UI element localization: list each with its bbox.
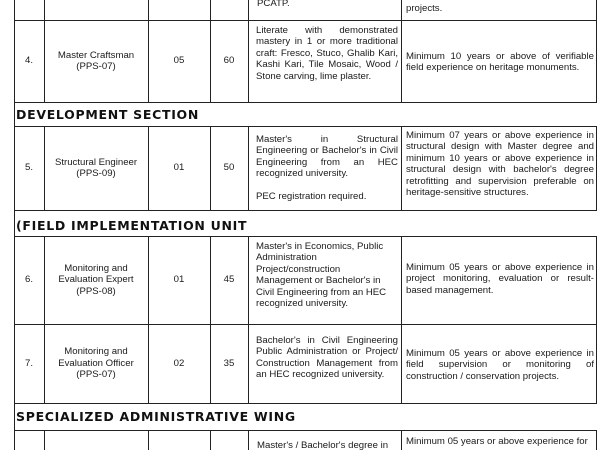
row-7-grade: (PPS-07) xyxy=(76,369,116,381)
row-7-experience: Minimum 05 years or above experience in field supervision or monitoring of construction / conservation projects. xyxy=(406,348,594,382)
row-7-post xyxy=(46,324,146,403)
row-5-pec-note: PEC registration required. xyxy=(256,191,367,202)
row-7-post-title: Monitoring and Evaluation Officer xyxy=(58,346,134,369)
row-5-sno: 5. xyxy=(24,162,33,174)
row-5-post-title: Structural Engineer xyxy=(54,156,138,168)
top-partial-qualification: PCATP. xyxy=(257,0,290,9)
row-6-sno: 6. xyxy=(24,274,33,286)
row-7-sno: 7. xyxy=(24,357,33,369)
row-6-positions: 01 xyxy=(173,274,185,286)
row-6-experience: Minimum 05 years or above experience in project monitoring, evaluation or result-based management. xyxy=(406,262,594,296)
row-7-qualification: Bachelor's in Civil Engineering Public Administration or Project/ Construction Management from an HEC recognized university. xyxy=(256,335,398,381)
row-7-age: 35 xyxy=(223,357,235,369)
section-development: DEVELOPMENT SECTION xyxy=(16,107,200,122)
row-6-qualification: Master's in Economics, Public Administration Project/construction Management or Bachelor's in Civil Engineering from an HEC recognized university. xyxy=(256,241,387,310)
row-4-age: 60 xyxy=(223,55,235,67)
row-5-qualification: Master's in Structural Engineering or Bachelor's in Civil Engineering from an HEC recognized university. xyxy=(256,134,398,180)
top-partial-experience: projects. xyxy=(406,3,443,14)
row-7-positions: 02 xyxy=(173,357,185,369)
row-5-grade: (PPS-09) xyxy=(76,168,116,179)
row-4-positions: 05 xyxy=(173,55,185,67)
row-5-experience: Minimum 07 years or above experience in structural design with Master degree and minimum 10 years or above experience in structural design with bachelor's degree retrofitting and supervision preferable on heritage-sensitive structures. xyxy=(406,130,594,199)
row-5-positions: 01 xyxy=(173,162,185,174)
row-4-experience: Minimum 10 years or above of verifiable field experience on heritage monuments. xyxy=(406,51,594,74)
section-field-implementation: (FIELD IMPLEMENTATION UNIT xyxy=(16,218,248,233)
section-specialized-admin: SPECIALIZED ADMINISTRATIVE WING xyxy=(16,409,296,424)
row-6-post xyxy=(46,236,146,324)
row-6-age: 45 xyxy=(223,274,235,286)
row-4-grade: (PPS-07) xyxy=(76,61,116,72)
bottom-partial-experience: Minimum 05 years or above experience for xyxy=(406,436,588,447)
row-4-qualification: Literate with demonstrated mastery in 1 or more traditional craft: Fresco, Stuco, Ghalib Kari, Kashi Kari, Tile Mosaic, Wood / Stone carving, lime plaster. xyxy=(256,25,398,82)
row-5-age: 50 xyxy=(223,162,235,174)
row-4-sno: 4. xyxy=(24,55,33,67)
row-4-post xyxy=(46,20,146,102)
bottom-partial-qualification: Master's / Bachelor's degree in xyxy=(257,440,389,451)
row-6-post-title: Monitoring and Evaluation Expert xyxy=(58,262,134,286)
row-4-post-title: Master Craftsman xyxy=(57,49,135,61)
row-6-grade: (PPS-08) xyxy=(76,285,116,297)
row-5-post xyxy=(46,126,146,210)
